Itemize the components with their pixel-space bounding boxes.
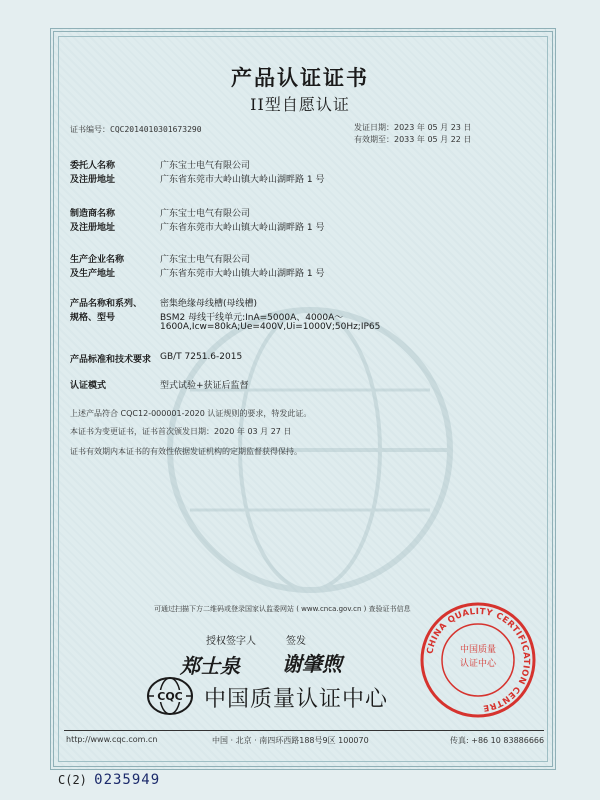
certification-seal-icon [418, 600, 538, 720]
mode-value: 型式试验+获证后监督 [160, 381, 249, 391]
footer-address: 中国 · 北京 · 南四环西路188号9区 100070 [212, 736, 369, 745]
statement-1: 上述产品符合 CQC12-000001-2020 认证规则的要求，特发此证。 [70, 409, 312, 418]
footer-fax: 传真: +86 10 83886666 [450, 736, 545, 745]
product-spec-line2: 1600A,Icw=80kA;Ue=400V,Ui=1000V;50Hz;IP65 [160, 322, 381, 332]
serial-prefix: C(2) [58, 773, 87, 787]
serial-number [58, 772, 160, 788]
footer-divider [64, 730, 544, 731]
factory-address: 广东省东莞市大岭山镇大岭山湖畔路 1 号 [160, 269, 325, 279]
valid-date-label: 有效期至： [354, 135, 394, 144]
issuer-signature: 谢肇煦 [282, 652, 342, 676]
cert-number [70, 124, 202, 135]
applicant-address: 广东省东莞市大岭山镇大岭山湖畔路 1 号 [160, 175, 325, 185]
svg-text:CHINA QUALITY CERTIFICATION CE: CHINA QUALITY CERTIFICATION CENTRE [425, 606, 532, 713]
certificate-title: 产品认证证书 [231, 65, 369, 90]
manufacturer-label: 制造商名称 [70, 209, 116, 219]
factory-name: 广东宝士电气有限公司 [160, 255, 251, 265]
org-name: 中国质量认证中心 [204, 687, 389, 712]
issue-date-label: 发证日期： [354, 123, 394, 132]
footer-website: http://www.cqc.com.cn [66, 735, 158, 744]
certificate-subtitle: II型自愿认证 [250, 95, 350, 114]
cert-number-label: 证书编号： [70, 125, 110, 134]
issuer-label: 签发 [286, 636, 306, 647]
cert-number-value: CQC2014010301673290 [110, 125, 202, 134]
issue-date-value: 2023 年 05 月 23 日 [394, 123, 472, 132]
applicant-name: 广东宝士电气有限公司 [160, 161, 251, 171]
authorized-signer-label: 授权签字人 [206, 636, 256, 647]
serial-value: 0235949 [94, 772, 161, 788]
authorized-signature: 郑士泉 [180, 654, 240, 678]
standard-label: 产品标准和技术要求 [70, 355, 152, 365]
valid-date [354, 134, 471, 145]
manufacturer-address-label: 及注册地址 [70, 223, 116, 233]
svg-text:CQC: CQC [157, 690, 183, 703]
factory-label: 生产企业名称 [70, 255, 125, 265]
svg-text:中国质量: 中国质量 [459, 645, 497, 655]
mode-label: 认证模式 [70, 381, 107, 391]
verify-note: 可通过扫描下方二维码或登录国家认监委网站 ( www.cnca.gov.cn ) 查验证书信息 [154, 605, 411, 613]
issue-date [354, 122, 471, 133]
applicant-label: 委托人名称 [70, 161, 116, 171]
statement-3: 证书有效期内本证书的有效性依据发证机构的定期监督获得保持。 [70, 447, 302, 456]
product-name: 密集绝缘母线槽(母线槽) [160, 299, 258, 309]
product-spec-label: 规格、型号 [70, 313, 116, 323]
manufacturer-address: 广东省东莞市大岭山镇大岭山湖畔路 1 号 [160, 223, 325, 233]
applicant-address-label: 及注册地址 [70, 175, 116, 185]
statement-2: 本证书为变更证书，证书首次颁发日期：2020 年 03 月 27 日 [70, 427, 292, 436]
standard-value: GB/T 7251.6-2015 [160, 352, 243, 362]
product-label: 产品名称和系列、 [70, 299, 143, 309]
product-spec-line1: BSM2 母线干线单元:InA=5000A、4000A～ [160, 313, 344, 323]
valid-date-value: 2033 年 05 月 22 日 [394, 135, 472, 144]
cqc-logo-icon [146, 676, 194, 716]
svg-text:认证中心: 认证中心 [459, 659, 497, 669]
factory-address-label: 及生产地址 [70, 269, 116, 279]
manufacturer-name: 广东宝士电气有限公司 [160, 209, 251, 219]
